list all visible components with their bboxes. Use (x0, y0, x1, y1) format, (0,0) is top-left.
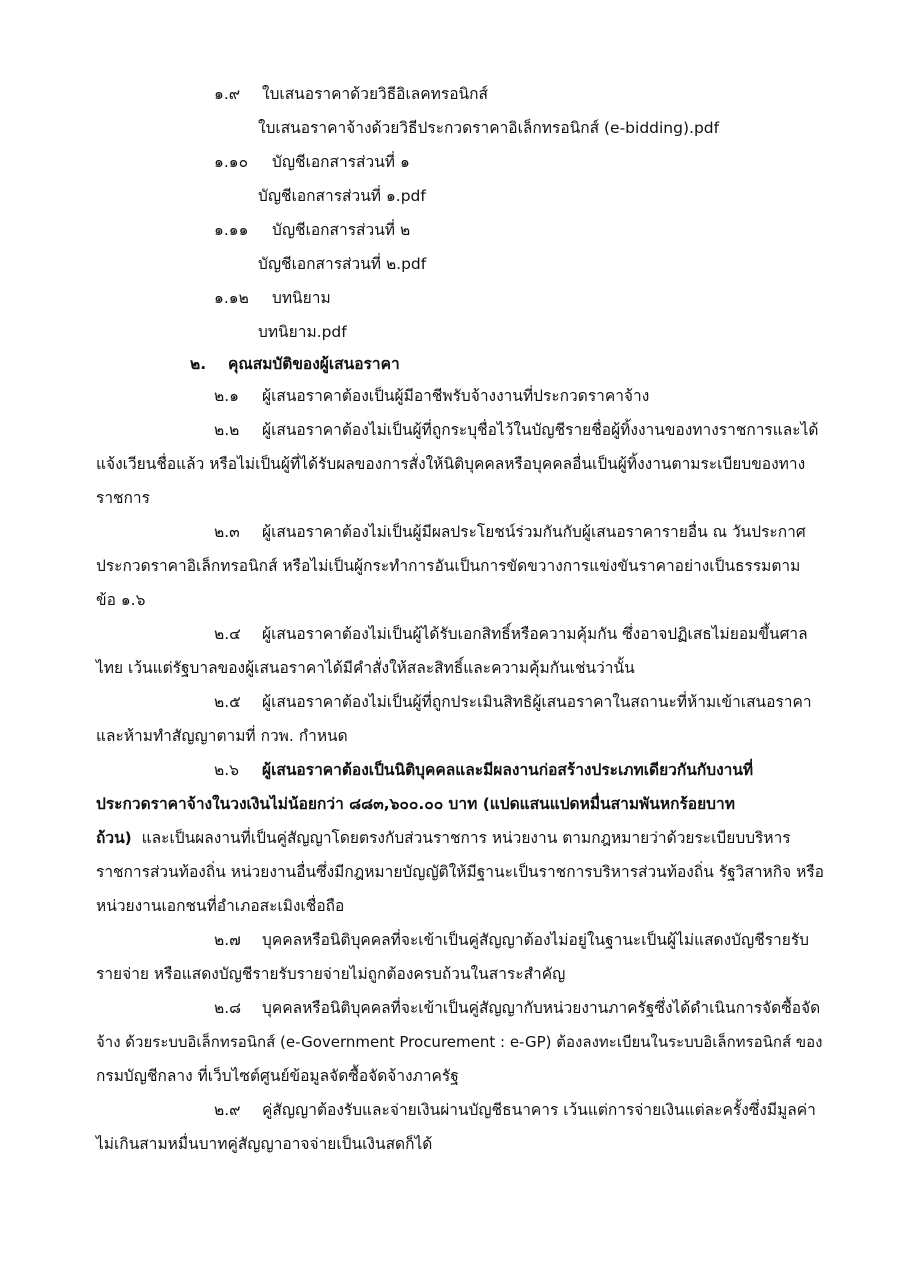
clause-2-2 (214, 420, 818, 440)
clause-2-3-line-2: ประกวดราคาอิเล็กทรอนิกส์ หรือไม่เป็นผู้กระทำการอันเป็นการขัดขวางการแข่งขันราคาอย่างเป็นธรรมตาม (96, 557, 801, 575)
clause-number: ๒.๔ (214, 625, 241, 643)
item-1-10-heading (214, 152, 410, 172)
clause-number: ๒.๑ (214, 387, 239, 405)
clause-number: ๒.๙ (214, 1101, 241, 1119)
clause-2-3 (214, 522, 806, 542)
item-1-9-file (258, 118, 719, 138)
clause-text: และเป็นผลงานที่เป็นคู่สัญญาโดยตรงกับส่วนราชการ หน่วยงาน ตามกฎหมายว่าด้วยระเบียบบริหาร (141, 829, 791, 847)
clause-2-6-line-4: ราชการส่วนท้องถิ่น หน่วยงานอื่นซึ่งมีกฎหมายบัญญัติให้มีฐานะเป็นราชการบริหารส่วนท้องถิ่น รัฐวิสาหกิจ หรือ (96, 863, 824, 881)
clause-text: ผู้เสนอราคาต้องไม่เป็นผู้ที่ถูกระบุชื่อไว้ในบัญชีรายชื่อผู้ทิ้งงานของทางราชการและได้ (262, 421, 819, 439)
section-title: คุณสมบัติของผู้เสนอราคา (228, 355, 400, 373)
item-1-12-heading (214, 288, 331, 308)
clause-2-7-line-2: รายจ่าย หรือแสดงบัญชีรายรับรายจ่ายไม่ถูกต้องครบถ้วนในสาระสำคัญ (96, 965, 566, 983)
item-1-11-file (258, 254, 426, 274)
item-1-11-heading (214, 220, 410, 240)
item-number: ๑.๑๒ (214, 289, 249, 307)
item-title: บัญชีเอกสารส่วนที่ ๒ (272, 221, 411, 239)
clause-2-4 (214, 624, 808, 644)
clause-2-1 (214, 386, 649, 406)
clause-2-9 (214, 1100, 816, 1120)
file-link[interactable]: บัญชีเอกสารส่วนที่ ๒.pdf (258, 255, 427, 273)
clause-2-6-line-3 (96, 828, 791, 848)
clause-2-6 (214, 760, 753, 780)
clause-2-6-line-2: ประกวดราคาจ้างในวงเงินไม่น้อยกว่า ๘๘๓,๖๐๐.๐๐ บาท (แปดแสนแปดหมื่นสามพันหกร้อยบาท (96, 795, 735, 813)
clause-2-8-line-2: จ้าง ด้วยระบบอิเล็กทรอนิกส์ (e-Government Procurement : e-GP) ต้องลงทะเบียนในระบบอิเล็กทรอนิกส์ ของ (96, 1033, 823, 1051)
item-number: ๑.๙ (214, 85, 241, 103)
clause-number: ๒.๖ (214, 761, 239, 779)
clause-2-4-line-2: ไทย เว้นแต่รัฐบาลของผู้เสนอราคาได้มีคำสั่งให้สละสิทธิ์และความคุ้มกันเช่นว่านั้น (96, 659, 635, 677)
clause-2-2-line-3: ราชการ (96, 489, 150, 507)
item-title: บัญชีเอกสารส่วนที่ ๑ (272, 153, 410, 171)
clause-2-5 (214, 692, 812, 712)
item-title: ใบเสนอราคาด้วยวิธีอิเลคทรอนิกส์ (262, 85, 488, 103)
clause-number: ๒.๒ (214, 421, 240, 439)
item-1-10-file (258, 186, 426, 206)
clause-number: ๒.๗ (214, 931, 241, 949)
item-title: บทนิยาม (272, 289, 331, 307)
clause-2-5-line-2: และห้ามทำสัญญาตามที่ กวพ. กำหนด (96, 727, 348, 745)
clause-2-3-line-3: ข้อ ๑.๖ (96, 591, 146, 609)
clause-number: ๒.๕ (214, 693, 241, 711)
clause-text: คู่สัญญาต้องรับและจ่ายเงินผ่านบัญชีธนาคาร เว้นแต่การจ่ายเงินแต่ละครั้งซึ่งมีมูลค่า (262, 1101, 816, 1119)
file-link[interactable]: บัญชีเอกสารส่วนที่ ๑.pdf (258, 187, 426, 205)
clause-text: ผู้เสนอราคาต้องไม่เป็นผู้มีผลประโยชน์ร่วมกันกับผู้เสนอราคารายอื่น ณ วันประกาศ (262, 523, 806, 541)
clause-text: บุคคลหรือนิติบุคคลที่จะเข้าเป็นคู่สัญญากับหน่วยงานภาครัฐซึ่งได้ดำเนินการจัดซื้อจัด (262, 999, 821, 1017)
clause-number: ๒.๘ (214, 999, 242, 1017)
item-1-9-heading (214, 84, 488, 104)
clause-text: ผู้เสนอราคาต้องไม่เป็นผู้ได้รับเอกสิทธิ์หรือความคุ้มกัน ซึ่งอาจปฏิเสธไม่ยอมขึ้นศาล (262, 625, 808, 643)
clause-2-2-line-2: แจ้งเวียนชื่อแล้ว หรือไม่เป็นผู้ที่ได้รับผลของการสั่งให้นิติบุคคลหรือบุคคลอื่นเป็นผู้ทิ้งงานตามระเบียบของทาง (96, 455, 806, 473)
file-link[interactable]: ใบเสนอราคาจ้างด้วยวิธีประกวดราคาอิเล็กทรอนิกส์ (e-bidding).pdf (258, 119, 720, 137)
clause-2-6-line-5: หน่วยงานเอกชนที่อำเภอสะเมิงเชื่อถือ (96, 897, 345, 915)
clause-text: บุคคลหรือนิติบุคคลที่จะเข้าเป็นคู่สัญญาต้องไม่อยู่ในฐานะเป็นผู้ไม่แสดงบัญชีรายรับ (262, 931, 810, 949)
clause-2-8 (214, 998, 820, 1018)
clause-text: ผู้เสนอราคาต้องเป็นผู้มีอาชีพรับจ้างงานที่ประกวดราคาจ้าง (262, 387, 650, 405)
file-link[interactable]: บทนิยาม.pdf (258, 323, 347, 341)
section-number: ๒. (190, 355, 207, 373)
clause-bold-tail: ถ้วน) (96, 829, 132, 847)
clause-bold-text: ผู้เสนอราคาต้องเป็นนิติบุคคลและมีผลงานก่อสร้างประเภทเดียวกันกับงานที่ (262, 761, 754, 779)
clause-2-9-line-2: ไม่เกินสามหมื่นบาทคู่สัญญาอาจจ่ายเป็นเงินสดก็ได้ (96, 1135, 433, 1153)
clause-number: ๒.๓ (214, 523, 240, 541)
section-2-heading (190, 354, 400, 374)
clause-text: ผู้เสนอราคาต้องไม่เป็นผู้ที่ถูกประเมินสิทธิผู้เสนอราคาในสถานะที่ห้ามเข้าเสนอราคา (262, 693, 812, 711)
clause-2-7 (214, 930, 809, 950)
item-number: ๑.๑๐ (214, 153, 249, 171)
item-number: ๑.๑๑ (214, 221, 249, 239)
clause-2-8-line-3: กรมบัญชีกลาง ที่เว็บไซต์ศูนย์ข้อมูลจัดซื้อจัดจ้างภาครัฐ (96, 1067, 459, 1085)
item-1-12-file (258, 322, 347, 342)
